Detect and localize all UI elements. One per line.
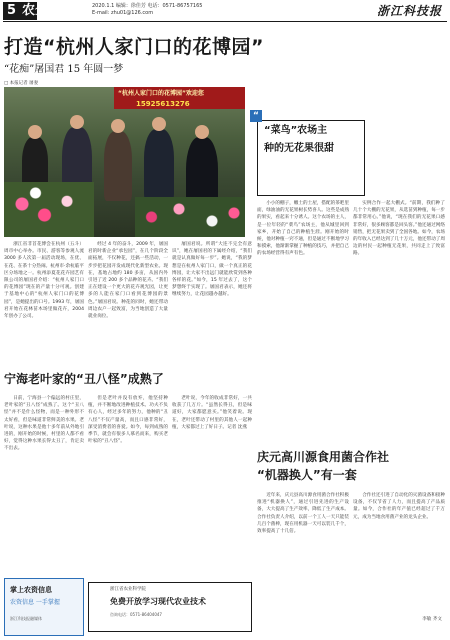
ad-left-subtitle: 农资信息 一手掌握: [10, 599, 60, 606]
article2-column-2: [88, 395, 168, 570]
photo-person-head: [111, 119, 125, 133]
ad-middle-title: 免费开放学习现代农业技术: [110, 597, 206, 606]
ad-middle-phone: 咨询电话：0571-86404047: [110, 612, 162, 617]
page-header: [0, 0, 450, 22]
article-paragraph: 屠国君说。所谓“大连不完全有意识”，她在屠国君的下属经介绍，“我们就是认真做好每一步”。她说，“我的梦想是在杭州人家门口，做一个真正的花博园，让大家不出远门就能欣赏到各种各样的花。”如今，15 年过去了，这个梦想终于实现了。屠国君表示，她还将继续努力，让花园越办越好。: [172, 242, 252, 298]
main-article-column-2: [88, 241, 168, 361]
sidebar-title-line-1: “菜鸟”农场主: [264, 125, 328, 136]
article3-byline: 李敏 齐文: [422, 617, 442, 622]
header-editor: 编辑：徐佳芳: [115, 3, 146, 9]
header-email: E-mail: zhu01@126.com: [92, 10, 154, 16]
main-article-column-3: [172, 241, 252, 361]
main-article-column-1: [4, 241, 84, 361]
ad-left-footer: 浙江科技报融媒体: [10, 616, 42, 621]
article-paragraph: 日前，宁海县一个偏远的村庄里，老叶家的“丑八怪”成熟了。这个“丑八怪”并不是什么怪物，而是一种外形不太好看，但是味道非常鲜美的水果。老叶说，这种水果是他十多年前从外地引进的，刚开始的时候，村里的人都不看好，觉得这种水果长得太丑了，肯定卖不出去。: [4, 396, 84, 452]
ad-middle-org: 浙江省农业科学院: [110, 587, 146, 592]
photo-person: [144, 129, 174, 201]
article3-headline-line-1: 庆元高川源食用菌合作社: [257, 450, 390, 464]
photo-person-head: [28, 125, 42, 139]
header-divider: [3, 21, 447, 22]
article3-headline-line-2: “机器换人”有一套: [257, 468, 357, 482]
photo-person-head: [195, 125, 209, 139]
photo-person-head: [152, 117, 166, 131]
article2-column-3: [172, 395, 252, 570]
header-date-editor: [92, 3, 202, 10]
photo-flowers: [4, 182, 94, 237]
main-photo: [4, 87, 245, 237]
article-paragraph: 实例合作一起大棚式。“前期，我们种了几十个大棚的无花果，从选苗到种植，每一步都非常用心。”他说，“现在我们的无花果口感非常好，很多顾客都是回头客。”他还通过网络销售，把无花果卖到了全国各地。如今，农场的年收入已经达到了几十万元，他还带动了周边的村民一起种植无花果，共同走上了致富路。: [353, 201, 445, 257]
article3-column-2: [353, 492, 445, 624]
photo-person: [104, 131, 132, 201]
article-paragraph: 小小的棚子，嫩土的土屋，搭配的茶吧里面，绿油油的无花果树长势喜人。这些是成熟的果实，看起来十分诱人。这个农场的主人，是一位年轻的“菜鸟”农场主，他从城里回到家乡，开始了自己的种植生涯。刚开始的时候，他对种植一窍不通，但是通过不断地学习和摸索，他渐渐掌握了种植的技巧，并把自己的农场经营得有声有色。: [257, 201, 349, 257]
article-paragraph: 浙江省非首花博会在杭州（五斗）周市中心举办。市民、游客等参观人流 3000 多人次第一届活动现场，在优、在花、在茶十分热闹。杭州市·余杭临平区分场地之一。杭州添夏花花卉园艺有限公司的屠国君介绍：“杭州人家门口的花博园”现在的产量十分可观。创建于基地中心的“杭州人家门口的花博园”，是她提出的口号。1993 年，屠国君开始在花林苗木场里做花卉，2004 年创办了公司。: [4, 242, 84, 320]
article-paragraph: 老叶说，今年的收成非常好，一共收获了几万斤。“虽然长得丑，但是味道好，大家都愿意买。”他笑着说。现在，老叶还带动了村里的其他人一起种植，大家都过上了好日子。记者 沈燕: [172, 396, 252, 430]
article-paragraph: 近年来，庆元县高川源食用菌合作社积极推进“机器换人”，通过引进先进的生产设备，大大提高了生产效率，降低了生产成本。合作社负责人介绍，以前一个工人一天只能装几百个菌棒，现在用机器一天可以装几千个，效率提高了十几倍。: [257, 493, 349, 535]
photo-person-head: [70, 115, 84, 129]
quote-mark-icon: “: [250, 110, 262, 122]
header-phone: 电话：0571-86757165: [147, 3, 203, 9]
main-subhead: “花痴”屠国君 15 年圆一梦: [4, 64, 124, 75]
page-number: 5: [7, 3, 17, 18]
section-name: 农企: [22, 3, 49, 18]
header-date: 2020.1.1: [92, 3, 115, 9]
sidebar-column-2: [353, 200, 445, 450]
photo-banner: “杭州人家门口的花博园”欢迎您: [114, 87, 245, 109]
article3-column-1: [257, 492, 349, 624]
masthead-logo: 浙江科技报: [376, 4, 442, 18]
sidebar-title-line-2: 种的无花果很甜: [264, 143, 334, 154]
article-paragraph: 但是老叶并没有放弃，他坚持种植，并不断地改进种植技术。功夫不负有心人，经过多年的努力，他种的“丑八怪”不仅产量高，而且口感非常好，深受消费者的喜爱。如今，每到成熟的季节，就会有很多人慕名而来，购买老叶家的“丑八怪”。: [88, 396, 168, 445]
photo-flowers: [135, 197, 245, 237]
sidebar-column-1: [257, 200, 349, 450]
photo-phone: 15925613276: [136, 100, 190, 108]
article2-column-1: [4, 395, 84, 570]
main-headline: 打造“杭州人家门口的花博园”: [4, 36, 264, 58]
article-paragraph: 经过 4 年的奋斗，2009 年，屠国君的时新企业“承包园”，在几个阶段全面拓展，不仅种花，还搞一些活动，一步步把花园开发成现代化新型农业。现在，基地占地约 180 多亩，从国内外引进了近 200 多个品种的花卉。“我们正在建设一个更大的花卉观光园，让更多的人能在家门口看到花博园的景色。”屠国君说。种花的同时，她还带动周边农户一起致富，为当地创造了大量就业岗位。: [88, 242, 168, 320]
article-paragraph: 合作社还引进了自动化的灭菌设备和接种设备，不仅节省了人力，而且提高了产品质量。如今，合作社的年产值已经超过了千万元，成为当地食用菌产业的龙头企业。: [353, 493, 445, 520]
article2-headline: 宁海老叶家的“丑八怪”成熟了: [4, 372, 164, 386]
reporter-byline: □ 本报记者 屠妻: [4, 81, 39, 86]
ad-left-title: 掌上农资信息: [10, 586, 52, 594]
